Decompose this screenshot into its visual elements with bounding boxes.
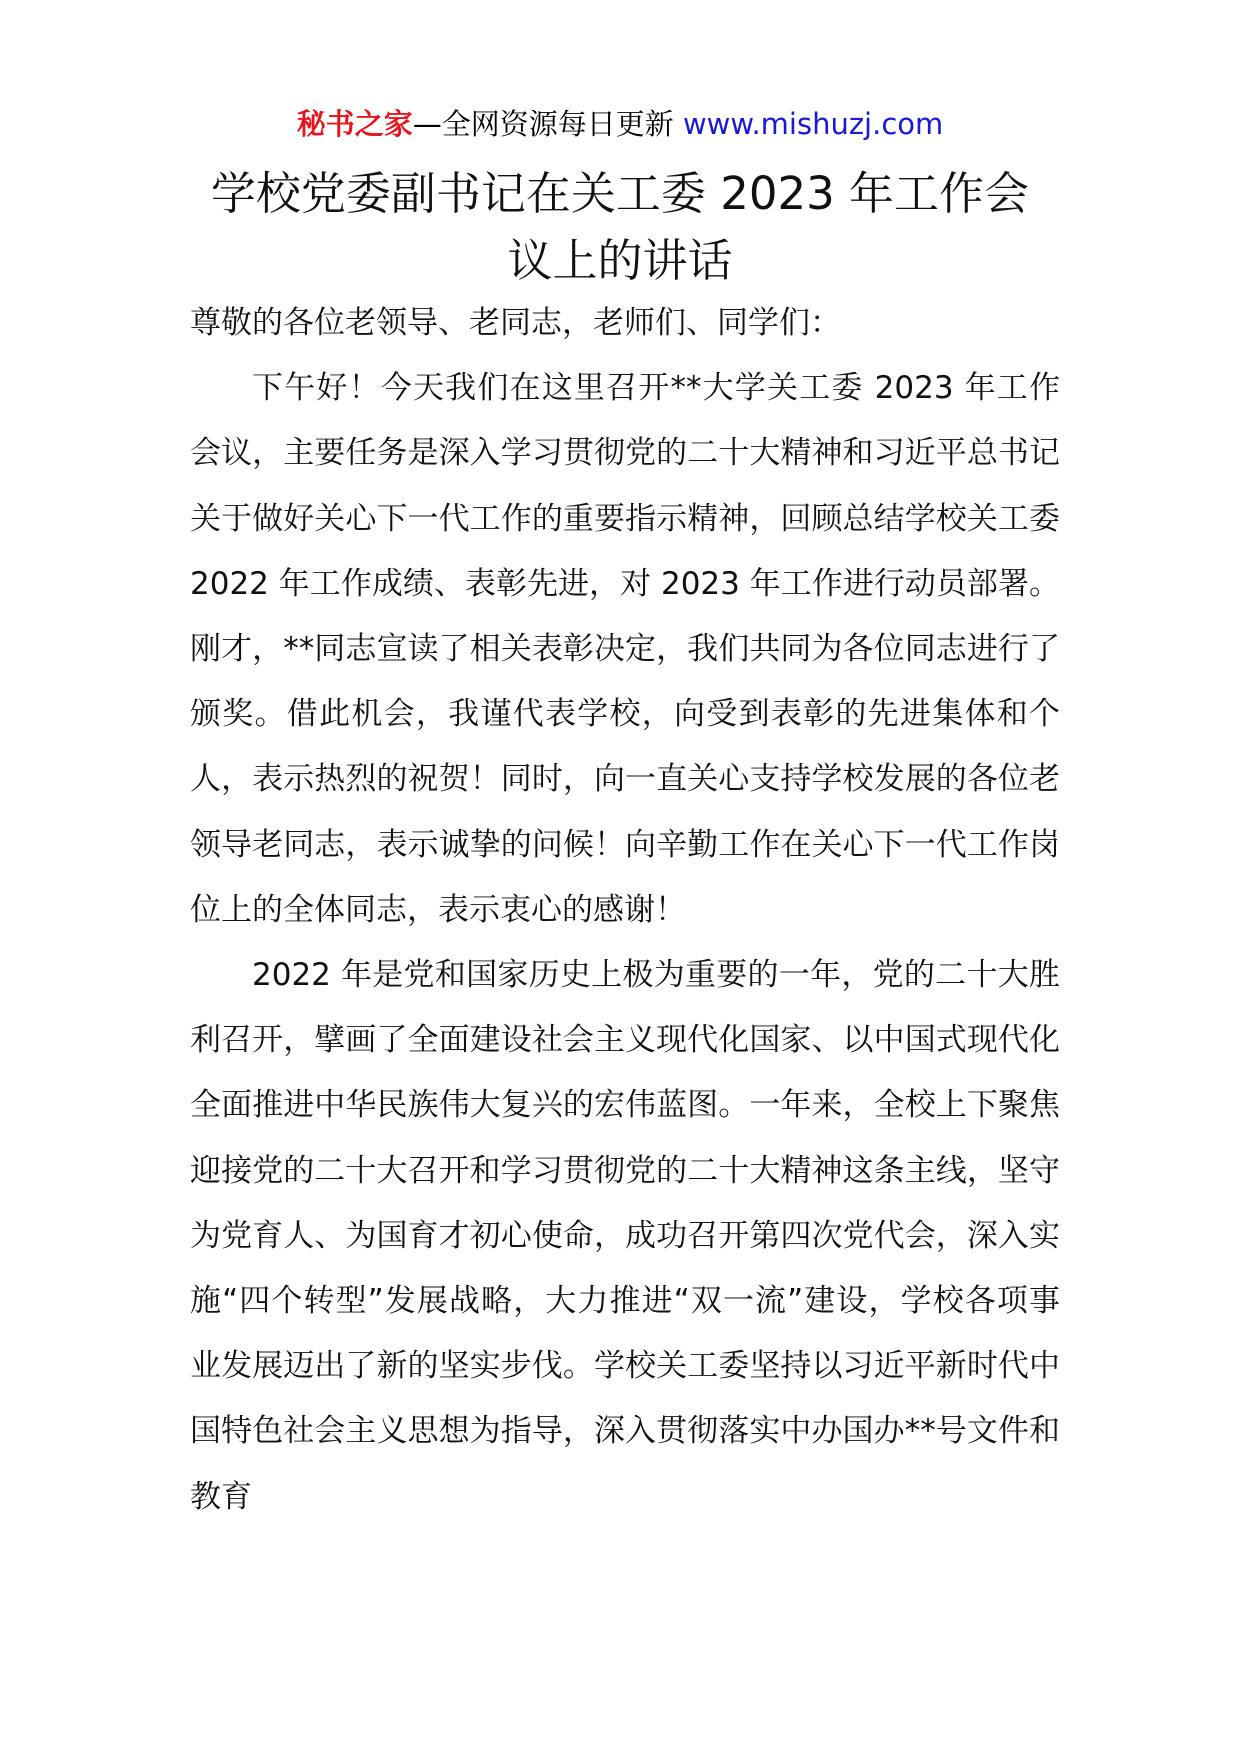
body-paragraph: 2022 年是党和国家历史上极为重要的一年，党的二十大胜利召开，擘画了全面建设社会主义现代化国家、以中国式现代化全面推进中华民族伟大复兴的宏伟蓝图。一年来，全校上下聚焦迎接党的二十大召开和学习贯彻党的二十大精神这条主线，坚守为党育人、为国育才初心使命，成功召开第四次党代会，深入实施“四个转型”发展战略，大力推进“双一流”建设，学校各项事业发展迈出了新的坚实步伐。学校关工委坚持以习近平新时代中国特色社会主义思想为指导，深入贯彻落实中办国办**号文件和教育 — [190, 957, 1060, 1515]
body-paragraph: 下午好！今天我们在这里召开**大学关工委 2023 年工作会议，主要任务是深入学习贯彻党的二十大精神和习近平总书记关于做好关心下一代工作的重要指示精神，回顾总结学校关工委 2022 年工作成绩、表彰先进，对 2023 年工作进行动员部署。刚才，**同志宣读了相关表彰决定，我们共同为各位同志进行了颁奖。借此机会，我谨代表学校，向受到表彰的先进集体和个人，表示热烈的祝贺！同时，向一直关心支持学校发展的各位老领导老同志，表示诚挚的问候！向辛勤工作在关心下一代工作岗位上的全体同志，表示衷心的感谢！ — [190, 370, 1060, 928]
banner-site-link[interactable]: www.mishuzj.com — [682, 107, 944, 141]
document-body — [190, 291, 1060, 1530]
banner-slogan: —全网资源每日更新 — [412, 107, 674, 141]
site-banner — [0, 100, 1240, 148]
document-title: 学校党委副书记在关工委 2023 年工作会议上的讲话 — [210, 167, 1030, 287]
salutation: 尊敬的各位老领导、老同志，老师们、同学们： — [190, 305, 841, 341]
banner-brand: 秘书之家 — [296, 107, 413, 141]
